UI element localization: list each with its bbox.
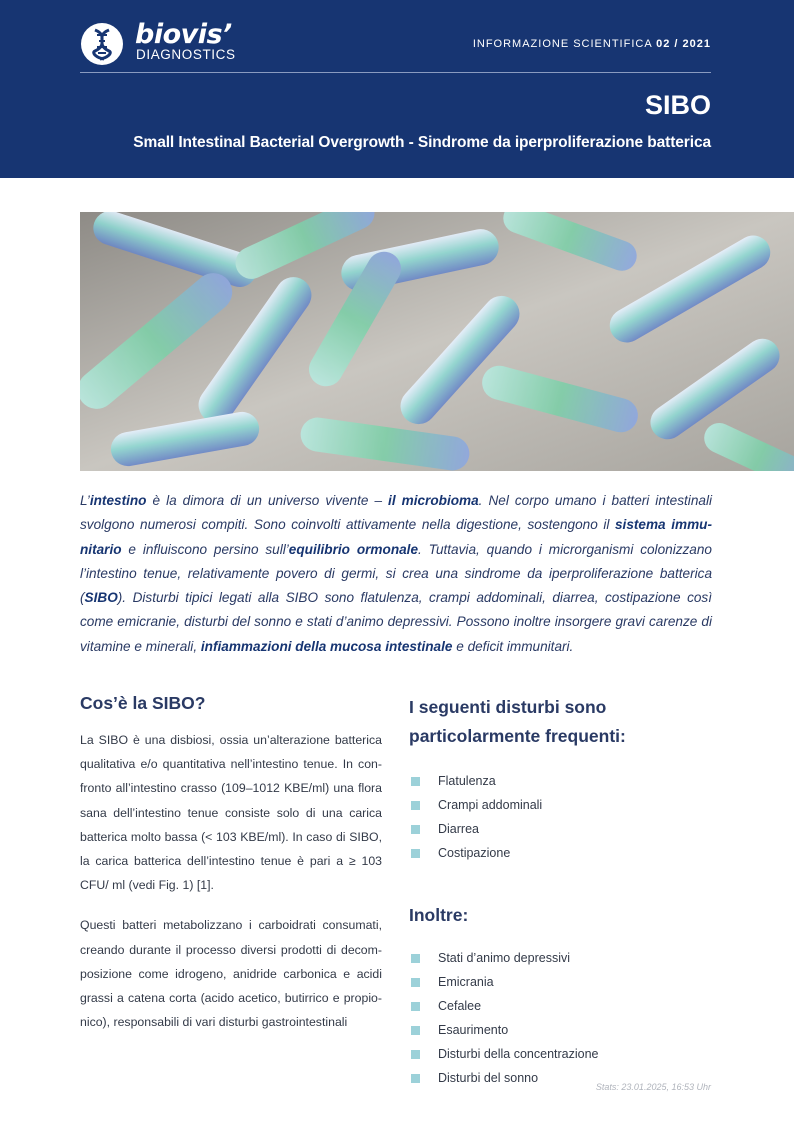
body-paragraph: La SIBO è una disbiosi, ossia un’alterazione batterica qualitativa e/o quantitativa nell’intestino tenue. In confronto all’intestino crasso (109–1012 KBE/ml) una flora sana dell’intestino tenue consiste solo di una carica batterica molto bassa (< 103 KBE/ml). In caso di SIBO, la carica batterica dell’intestino tenue è pari a ≥ 103 CFU/ ml (vedi Fig. 1) [1].: [80, 733, 382, 893]
list-item-label: Disturbi della concentrazione: [438, 1047, 599, 1061]
square-bullet-icon: [411, 1050, 420, 1059]
intro-text: ). Disturbi tipici legati alla SIBO sono flatulenza, crampi addominali, diarrea, costipazione così come emicranie, disturbi del sonno e stati d’animo depressivi. Possono inoltre insorgere gravi carenze di vitamine e minerali,: [80, 590, 712, 654]
list-item: [409, 1018, 712, 1042]
body-paragraph: Questi batteri metabolizzano i carboidrati consumati, creando durante il processo diversi prodotti di decomposizione come idrogeno, anidride carbonica e acidi grassi a catena corta (acido acetico, butirrico e propionico), responsabili di vari disturbi gastrointestinali: [80, 918, 382, 1030]
bacteria-illustration: [80, 212, 794, 471]
intro-highlight: sistema immunitario: [80, 517, 712, 557]
list-item: [409, 769, 712, 793]
header-divider: [80, 72, 711, 73]
list-item-label: Emicrania: [438, 975, 494, 989]
square-bullet-icon: [411, 1026, 420, 1035]
footer-timestamp: Stats: 23.01.2025, 16:53 Uhr: [595, 1082, 711, 1092]
intro-highlight: il microbioma: [388, 493, 479, 508]
square-bullet-icon: [411, 1074, 420, 1083]
header-banner: [0, 0, 794, 178]
logo-subtitle: DIAGNOSTICS: [136, 47, 236, 62]
square-bullet-icon: [411, 825, 420, 834]
square-bullet-icon: [411, 777, 420, 786]
list-item: [409, 970, 712, 994]
list-item-label: Diarrea: [438, 822, 479, 836]
list-item-label: Stati d’animo depressivi: [438, 951, 571, 965]
intro-text: e influiscono persino sull’: [121, 541, 289, 557]
square-bullet-icon: [411, 978, 420, 987]
series-prefix: INFORMAZIONE SCIENTIFICA: [472, 38, 653, 50]
page-title: SIBO: [644, 90, 711, 120]
intro-highlight: intestino: [89, 493, 147, 508]
page-subtitle: Small Intestinal Bacterial Overgrowth - Sindrome da iperproliferazione batterica: [133, 134, 711, 151]
intro-text: . Nel corpo umano i batteri intestinali svolgono numerosi compiti. Sono coinvolti attivamente nella digestione, sostengono il: [80, 493, 712, 533]
list-item: [409, 817, 712, 841]
intro-paragraph: [80, 489, 712, 659]
series-number: 02 / 2021: [656, 38, 711, 50]
intro-text: . Tuttavia, quando i microrganismi colonizzano l’intestino tenue, relativamente povero di germi, si crea una sindrome da iperproliferazione batterica (: [80, 541, 712, 606]
biovis-logo: [80, 21, 260, 65]
symptoms-section: [409, 693, 712, 1090]
list-item-label: Costipazione: [438, 846, 511, 860]
intro-text: L’: [80, 493, 90, 508]
section-heading: I seguenti disturbi sono particolarmente frequenti:: [409, 697, 626, 746]
bacteria-hero-image: [80, 212, 794, 471]
intro-highlight: SIBO: [84, 590, 118, 606]
logo-name: biovis’: [135, 19, 232, 50]
list-item-label: Esaurimento: [438, 1023, 509, 1037]
dna-logo-icon: [80, 22, 124, 66]
square-bullet-icon: [411, 849, 420, 858]
section-heading: Inoltre:: [409, 905, 469, 925]
list-item-label: Cefalee: [438, 999, 482, 1013]
intro-text: e deficit immunitari.: [452, 638, 574, 654]
intro-highlight: equilibrio ormonale: [288, 541, 419, 557]
list-item: [409, 1042, 712, 1066]
list-item-label: Flatulenza: [438, 774, 496, 788]
list-item: [409, 793, 712, 817]
square-bullet-icon: [411, 1002, 420, 1011]
square-bullet-icon: [411, 954, 420, 963]
series-label: [473, 38, 711, 50]
list-item-label: Crampi addominali: [438, 798, 543, 812]
intro-text: è la dimora di un universo vivente –: [146, 493, 389, 508]
symptom-list: [409, 769, 712, 865]
list-item-label: Disturbi del sonno: [438, 1071, 539, 1085]
what-is-sibo-section: [80, 693, 382, 1050]
list-item: [409, 841, 712, 865]
list-item: [409, 994, 712, 1018]
additional-symptom-list: [409, 946, 712, 1090]
section-heading: Cos’è la SIBO?: [80, 693, 206, 713]
intro-highlight: infiammazioni della mucosa intestinale: [200, 638, 453, 654]
square-bullet-icon: [411, 801, 420, 810]
list-item: [409, 946, 712, 970]
